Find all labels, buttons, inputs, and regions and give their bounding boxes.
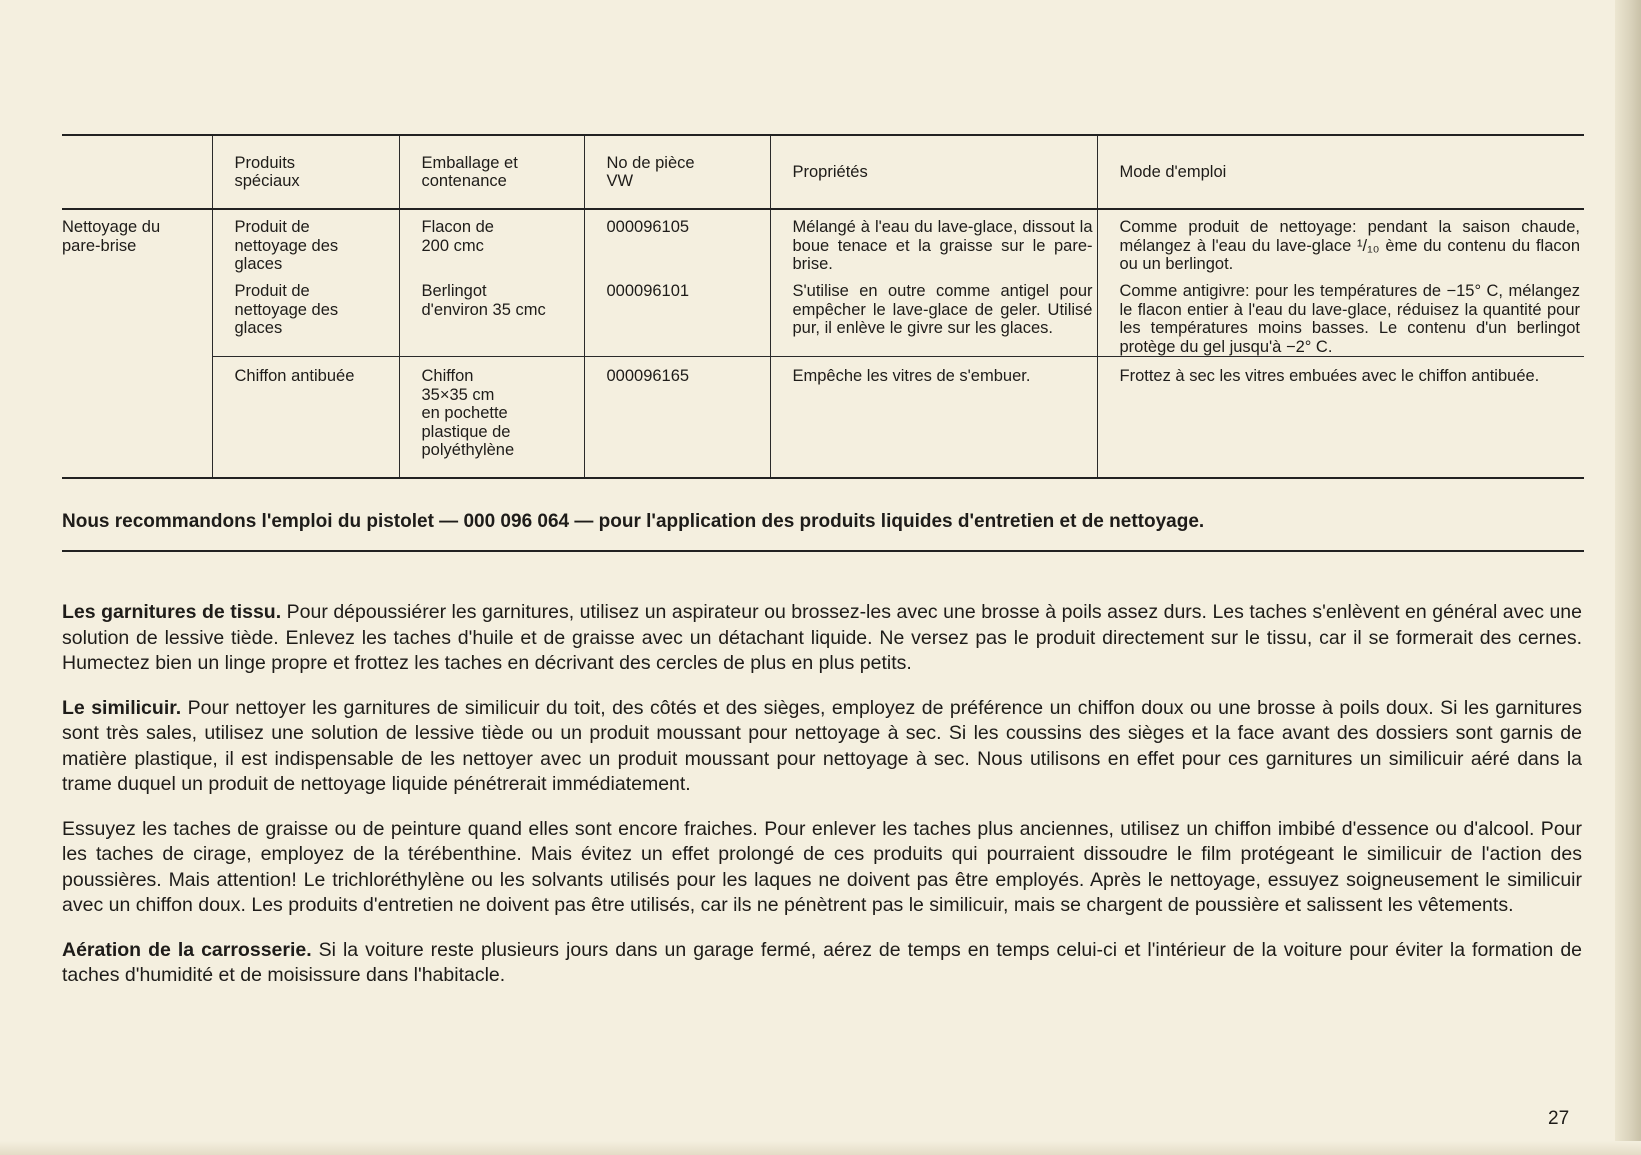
recommendation-note: Nous recommandons l'emploi du pistolet — 000 096 064 — pour l'application des produits liquides d'entretien et de nettoyage.	[62, 506, 1584, 552]
header-properties: Propriétés	[770, 135, 1097, 209]
packaging-cell: Berlingot d'environ 35 cmc	[399, 276, 584, 357]
usage-cell: Frottez à sec les vitres embuées avec le chiffon antibuée.	[1097, 357, 1584, 479]
usage-cell: Comme antigivre: pour les températures de −15° C, mélangez le flacon entier à l'eau du lave-glace, réduisez la quantité pour les températures moins basses. Le contenu d'un berlingot protège du gel jusqu'à −2° C.	[1097, 276, 1584, 357]
properties-cell: S'utilise en outre comme antigel pour empêcher le lave-glace de geler. Utilisé pur, il enlève le givre sur les glaces.	[770, 276, 1097, 357]
packaging-cell: Flacon de 200 cmc	[399, 209, 584, 276]
header-empty	[62, 135, 212, 209]
header-usage: Mode d'emploi	[1097, 135, 1584, 209]
paragraph	[62, 817, 1582, 919]
body-text	[62, 600, 1582, 1008]
paragraph	[62, 938, 1582, 989]
header-packaging: Emballage et contenance	[399, 135, 584, 209]
paragraph-text: Pour nettoyer les garnitures de similicuir du toit, des côtés et des sièges, employez de préférence un chiffon doux ou une brosse à poils doux. Si les garnitures sont très sales, utilisez une solution de lessive tiède ou un produit moussant pour nettoyage à sec. Si les coussins des sièges et la face avant des dossiers sont garnis de matière plastique, il est indispensable de les nettoyer avec un produit moussant pour nettoyage à sec. Nous utilisons en effet pour ces garnitures un similicuir aéré dans la trame duquel un produit de nettoyage liquide pénétrerait immédiatement.	[62, 696, 1582, 795]
page-number: 27	[1548, 1108, 1570, 1129]
product-cell: Chiffon antibuée	[212, 357, 399, 479]
paragraph-heading: Le similicuir.	[62, 696, 182, 719]
page-edge	[1615, 0, 1641, 1155]
page-bottom-edge	[0, 1141, 1641, 1155]
table-row	[62, 357, 1584, 479]
usage-cell: Comme produit de nettoyage: pendant la saison chaude, mélangez à l'eau du lave-glace ¹/₁₀ ème du contenu du flacon ou un berlingot.	[1097, 209, 1584, 276]
properties-cell: Mélangé à l'eau du lave-glace, dissout la boue tenace et la graisse sur le pare-brise.	[770, 209, 1097, 276]
part-number-cell: 000096165	[584, 357, 770, 479]
paragraph-text: Si la voiture reste plusieurs jours dans un garage fermé, aérez de temps en temps celui-ci et l'intérieur de la voiture pour éviter la formation de taches d'humidité et de moisissure dans l'habitacle.	[62, 938, 1583, 986]
table-header-row	[62, 135, 1584, 209]
packaging-cell: Chiffon 35×35 cm en pochette plastique de polyéthylène	[399, 357, 584, 479]
part-number-cell: 000096101	[584, 276, 770, 357]
product-cell: Produit de nettoyage des glaces	[212, 209, 399, 276]
paragraph-heading: Les garnitures de tissu.	[62, 601, 282, 623]
header-products: Produits spéciaux	[212, 135, 399, 209]
paragraph	[62, 696, 1582, 798]
paragraph	[62, 600, 1582, 677]
product-cell: Produit de nettoyage des glaces	[212, 276, 399, 357]
table-row	[62, 209, 1584, 276]
paragraph-heading: Aération de la carrosserie.	[62, 938, 312, 961]
properties-cell: Empêche les vitres de s'embuer.	[770, 357, 1097, 479]
paragraph-text: Pour dépoussiérer les garnitures, utilisez un aspirateur ou brossez-les avec une brosse à poils assez durs. Les taches s'enlèvent en général avec une solution de lessive tiède. Enlevez les taches d'huile et de graisse avec un détachant liquide. Ne versez pas le produit directement sur le tissu, car il se formerait des cernes. Humectez bien un linge propre et frottez les taches en décrivant des cercles de plus en plus petits.	[62, 601, 1582, 674]
section-label: Nettoyage du pare-brise	[62, 218, 161, 255]
products-table	[62, 134, 1584, 479]
header-part-number: No de pièce VW	[584, 135, 770, 209]
part-number-cell: 000096105	[584, 209, 770, 276]
paragraph-text: Essuyez les taches de graisse ou de peinture quand elles sont encore fraiches. Pour enlever les taches plus anciennes, utilisez un chiffon imbibé d'essence ou d'alcool. Pour les taches de cirage, employez de la térébenthine. Mais évitez un effet prolongé de ces produits qui pourraient dissoudre le film protégeant le similicuir de l'action des poussières. Mais attention! Le trichloréthylène ou les solvants utilisés pour les laques ne doivent pas être employés. Après le nettoyage, essuyez soigneusement le similicuir avec un chiffon doux. Les produits d'entretien ne doivent pas être utilisés, car ils ne pénètrent pas le similicuir, mais se chargent de poussière et salissent les vêtements.	[62, 817, 1582, 916]
table-row	[62, 276, 1584, 357]
